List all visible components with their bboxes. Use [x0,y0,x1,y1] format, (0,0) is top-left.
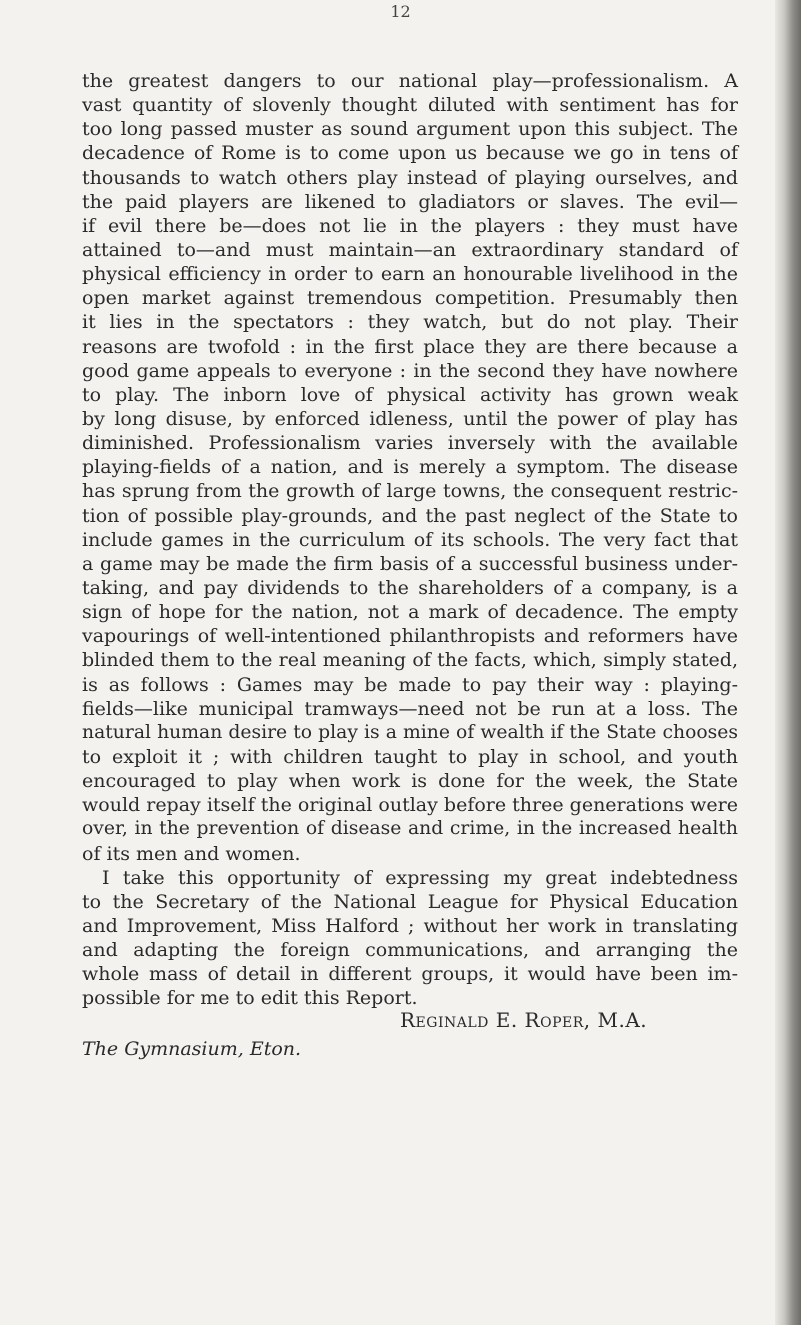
text-line: the greatest dangers to our national play—professionalism. A [82,70,738,92]
text-line: diminished. Professionalism varies inversely with the available [82,432,738,455]
text-line: a game may be made the firm basis of a successful business under- [82,552,738,575]
text-line: natural human desire to play is a mine of wealth if the State chooses [82,721,738,743]
text-line: open market against tremendous competition. Presumably then [82,287,738,310]
text-line: possible for me to edit this Report. [82,987,418,1010]
text-line: of its men and women. [82,842,301,865]
text-line: vapourings of well-intentioned philanthropists and reformers have [82,625,738,648]
text-line: has sprung from the growth of large towns, the consequent restric- [82,480,738,503]
text-line: to exploit it ; with children taught to play in school, and youth [82,745,738,768]
text-line: good game appeals to everyone : in the second they have nowhere [82,359,738,382]
paragraph-2 [82,866,738,1011]
text-line: physical efficiency in order to earn an honourable livelihood in the [82,263,738,286]
paragraph-1 [82,69,738,866]
body-text [82,69,738,1010]
place-line: The Gymnasium, Eton. [82,1038,302,1060]
text-line: over, in the prevention of disease and crime, in the increased health [82,818,738,840]
text-line: too long passed muster as sound argument upon this subject. The [82,118,738,141]
text-line: attained to—and must maintain—an extraordinary standard of [82,238,738,261]
text-line: fields—like municipal tramways—need not be run at a loss. The [82,697,738,720]
text-line: whole mass of detail in different groups, it would have been im- [82,963,738,986]
text-line: playing-fields of a nation, and is merely a symptom. The disease [82,456,738,479]
text-line: tion of possible play-grounds, and the past neglect of the State to [82,504,738,527]
author-signature: Reginald E. Roper, M.A. [400,1008,648,1032]
page-edge-shadow [775,0,801,1325]
text-line: reasons are twofold : in the first place they are there because a [82,335,738,358]
text-line: and adapting the foreign communications, and arranging the [82,939,738,962]
text-line: and Improvement, Miss Halford ; without her work in translating [82,914,738,937]
text-line: thousands to watch others play instead of playing ourselves, and [82,166,738,189]
text-line: taking, and pay dividends to the shareholders of a company, is a [82,576,738,599]
text-line: decadence of Rome is to come upon us because we go in tens of [82,142,738,165]
text-line: include games in the curriculum of its schools. The very fact that [82,528,738,551]
text-line: blinded them to the real meaning of the facts, which, simply stated, [82,649,738,672]
text-line: if evil there be—does not lie in the players : they must have [82,214,738,237]
page-number: 12 [390,2,411,21]
text-line: the paid players are likened to gladiators or slaves. The evil— [82,190,738,213]
text-line: I take this opportunity of expressing my great indebtedness [102,866,738,889]
text-line: to play. The inborn love of physical activity has grown weak [82,383,738,406]
text-line: sign of hope for the nation, not a mark of decadence. The empty [82,601,738,624]
text-line: would repay itself the original outlay before three generations were [82,794,738,817]
text-line: by long disuse, by enforced idleness, until the power of play has [82,407,738,430]
text-line: it lies in the spectators : they watch, but do not play. Their [82,311,738,334]
text-line: to the Secretary of the National League for Physical Education [82,890,738,913]
text-line: is as follows : Games may be made to pay their way : playing- [82,673,738,696]
text-line: vast quantity of slovenly thought diluted with sentiment has for [82,94,738,117]
text-line: encouraged to play when work is done for the week, the State [82,770,738,793]
